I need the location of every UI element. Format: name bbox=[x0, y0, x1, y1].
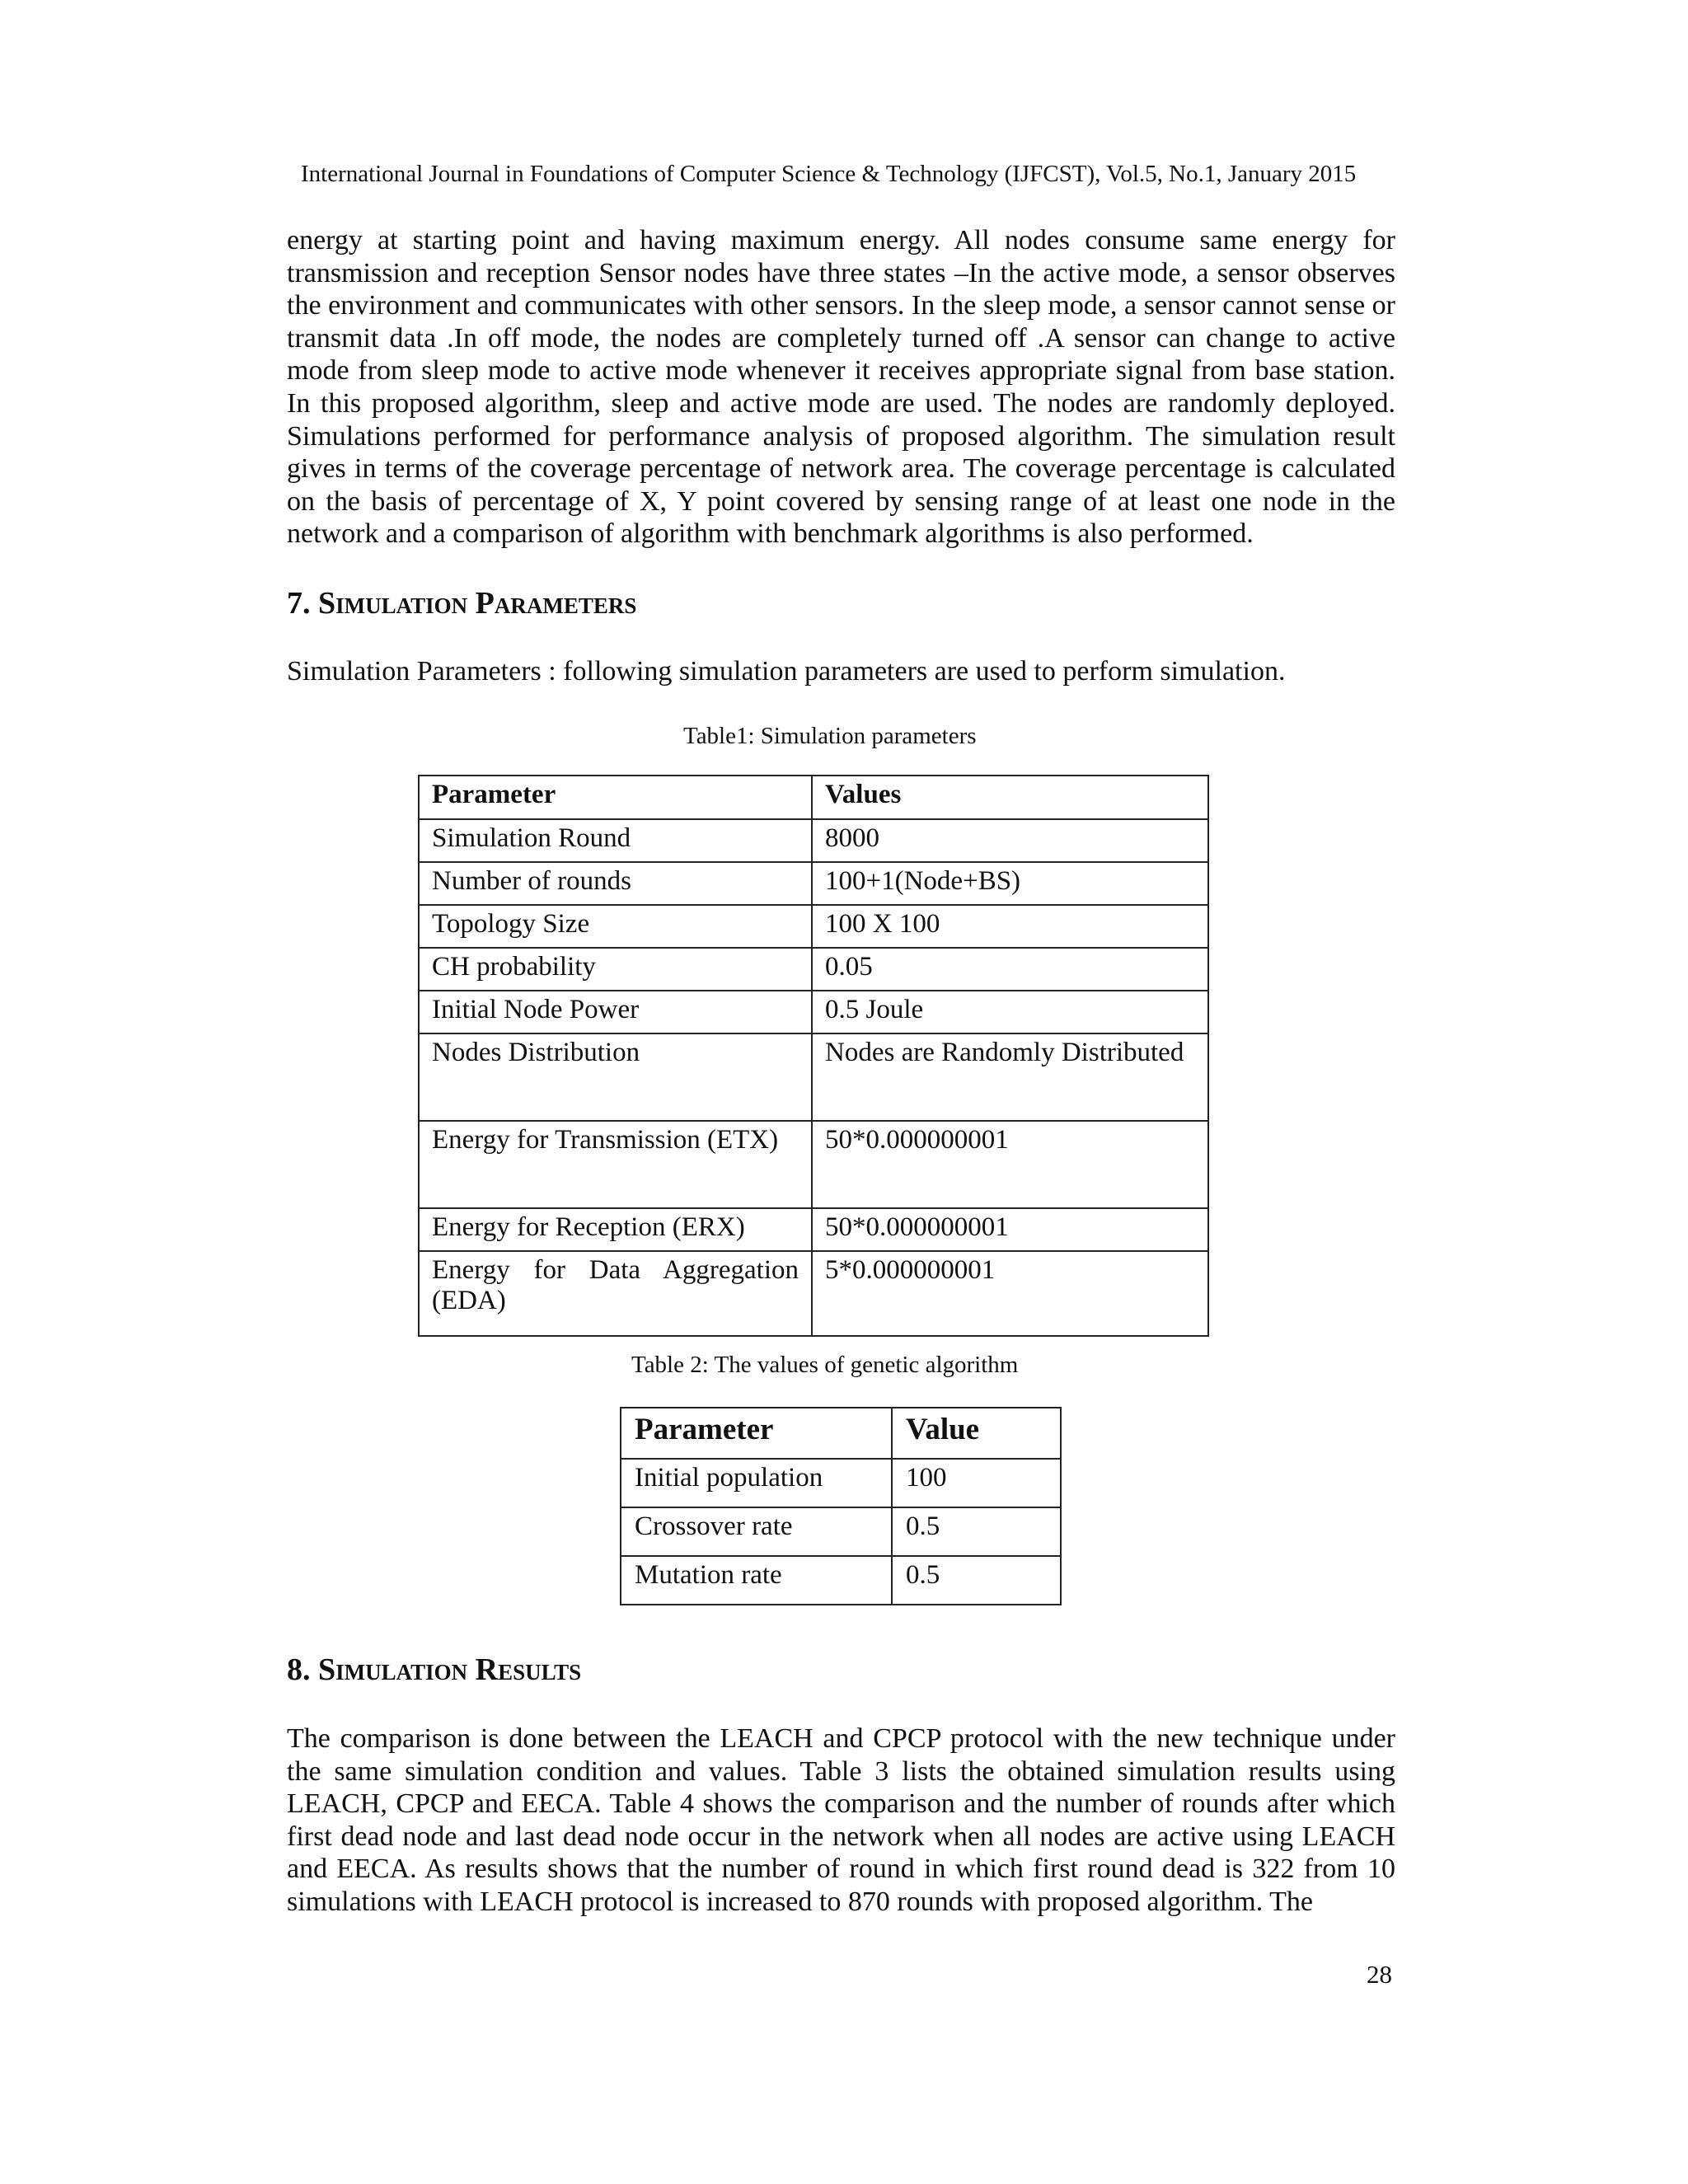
table-cell: 0.5 bbox=[892, 1507, 1061, 1556]
section-heading-simulation-results: 8. Simulation Results bbox=[287, 1652, 582, 1687]
table2-caption: Table 2: The values of genetic algorithm bbox=[631, 1352, 1019, 1378]
table-cell: 0.05 bbox=[812, 948, 1208, 991]
table-row bbox=[621, 1556, 1061, 1605]
table-row bbox=[419, 948, 1208, 991]
page-number: 28 bbox=[1367, 1960, 1392, 1989]
section-number: 8. bbox=[287, 1652, 311, 1687]
table-cell: Initial Node Power bbox=[419, 991, 812, 1033]
table-cell: 5*0.000000001 bbox=[812, 1251, 1208, 1336]
table-row bbox=[419, 862, 1208, 905]
table-cell: 0.5 bbox=[892, 1556, 1061, 1605]
table-cell: Mutation rate bbox=[621, 1556, 892, 1605]
table-cell: Energy for Reception (ERX) bbox=[419, 1208, 812, 1251]
results-paragraph: The comparison is done between the LEACH and CPCP protocol with the new technique under the same simulation condition and values. Table 3 lists the obtained simulation results using LEACH, CPCP and EECA. Table 4 shows the comparison and the number of rounds after which first dead node and last dead node occur in the network when all nodes are active using LEACH and EECA. As results shows that the number of round in which first round dead is 322 from 10 simulations with LEACH protocol is increased to 870 rounds with proposed algorithm. The bbox=[287, 1723, 1395, 1917]
table-row bbox=[419, 1251, 1208, 1336]
table-cell: 50*0.000000001 bbox=[812, 1208, 1208, 1251]
table-cell: 0.5 Joule bbox=[812, 991, 1208, 1033]
table-cell: Number of rounds bbox=[419, 862, 812, 905]
table-cell: Topology Size bbox=[419, 905, 812, 948]
running-header: International Journal in Foundations of Computer Science & Technology (IJFCST), Vol.5, No.1, January 2015 bbox=[301, 161, 1357, 187]
table-cell: Energy for Transmission (ETX) bbox=[419, 1121, 812, 1208]
table-cell: Crossover rate bbox=[621, 1507, 892, 1556]
table-row bbox=[419, 1208, 1208, 1251]
eda-label-line: Energy for Data Aggregation bbox=[432, 1255, 799, 1285]
table-header-row bbox=[621, 1408, 1061, 1459]
table-row bbox=[419, 905, 1208, 948]
table-header-cell: Parameter bbox=[621, 1408, 892, 1459]
table-row bbox=[621, 1507, 1061, 1556]
table-cell bbox=[419, 1251, 812, 1336]
table-cell: 100 bbox=[892, 1459, 1061, 1507]
table-header-cell: Values bbox=[812, 776, 1208, 819]
eda-label-suffix: (EDA) bbox=[432, 1286, 506, 1315]
table-row bbox=[419, 1121, 1208, 1208]
table-cell: Simulation Round bbox=[419, 819, 812, 862]
intro-paragraph: energy at starting point and having maximum energy. All nodes consume same energy for transmission and reception Sensor nodes have three states –In the active mode, a sensor observes the environment and communicates with other sensors. In the sleep mode, a sensor cannot sense or transmit data .In off mode, the nodes are completely turned off .A sensor can change to active mode from sleep mode to active mode whenever it receives appropriate signal from base station. In this proposed algorithm, sleep and active mode are used. The nodes are randomly deployed. Simulations performed for performance analysis of proposed algorithm. The simulation result gives in terms of the coverage percentage of network area. The coverage percentage is calculated on the basis of percentage of X, Y point covered by sensing range of at least one node in the network and a comparison of algorithm with benchmark algorithms is also performed. bbox=[287, 225, 1395, 550]
section-number: 7. bbox=[287, 586, 311, 621]
table-cell: 50*0.000000001 bbox=[812, 1121, 1208, 1208]
table-cell: Nodes Distribution bbox=[419, 1033, 812, 1121]
section-heading-simulation-parameters: 7. Simulation Parameters bbox=[287, 586, 637, 621]
table-cell: 8000 bbox=[812, 819, 1208, 862]
table-cell: CH probability bbox=[419, 948, 812, 991]
table-row bbox=[621, 1459, 1061, 1507]
table-header-cell: Parameter bbox=[419, 776, 812, 819]
table-cell: 100 X 100 bbox=[812, 905, 1208, 948]
simulation-parameters-intro: Simulation Parameters : following simulation parameters are used to perform simulation. bbox=[287, 656, 1286, 687]
table-row bbox=[419, 1033, 1208, 1121]
table-header-cell: Value bbox=[892, 1408, 1061, 1459]
table-cell: Nodes are Randomly Distributed bbox=[812, 1033, 1208, 1121]
table-cell: 100+1(Node+BS) bbox=[812, 862, 1208, 905]
simulation-parameters-table bbox=[418, 775, 1209, 1337]
table-row bbox=[419, 819, 1208, 862]
table-header-row bbox=[419, 776, 1208, 819]
genetic-algorithm-table bbox=[620, 1407, 1062, 1605]
table1-caption: Table1: Simulation parameters bbox=[683, 723, 977, 749]
table-cell: Initial population bbox=[621, 1459, 892, 1507]
table-row bbox=[419, 991, 1208, 1033]
